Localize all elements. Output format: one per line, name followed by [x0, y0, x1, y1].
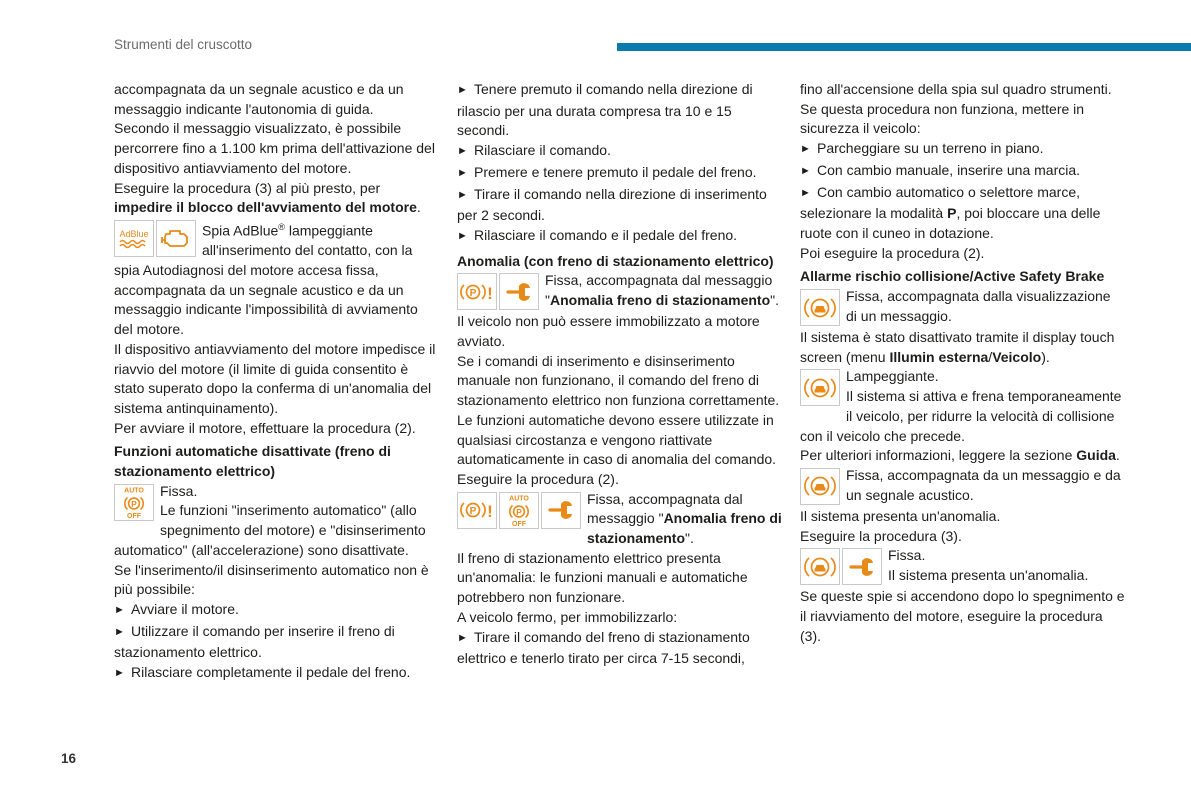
svg-text:P: P: [516, 506, 522, 517]
parking-brake-warning-icon: [457, 492, 497, 529]
bullet-item: ► Con cambio manuale, inserire una marcia.: [800, 161, 1125, 183]
bullet-item: ► Rilasciare il comando.: [457, 141, 782, 163]
collision-alert-icons: [800, 289, 840, 326]
section-heading: Funzioni automatiche disattivate (freno di stazionamento elettrico): [114, 443, 391, 480]
svg-text:P: P: [131, 499, 137, 510]
paragraph: Il sistema è stato disattivato tramite il display touch screen (menu Illumin esterna/Veicolo).: [800, 329, 1115, 365]
paragraph: Se i comandi di inserimento e disinserimento manuale non funzionano, il comando del freno di stazionamento elettrico non funziona correttamente.: [457, 352, 780, 409]
column-3: [800, 80, 1125, 646]
paragraph: Il freno di stazionamento elettrico presenta un'anomalia: le funzioni manuali e automatiche potrebbero non funzionare.: [457, 549, 748, 606]
paragraph: Per avviare il motore, effettuare la procedura (2).: [114, 419, 416, 436]
engine-diagnosis-icon: [156, 220, 196, 257]
paragraph: Se l'inserimento/il disinserimento automatico non è più possibile:: [114, 561, 429, 598]
parking-brake-fault-icons-2: [457, 492, 581, 529]
paragraph: Per ulteriori informazioni, leggere la sezione Guida.: [800, 447, 1120, 464]
paragraph: Fissa, accompagnata dal messaggio "Anomalia freno di stazionamento".: [587, 490, 782, 547]
adblue-icon-label: AdBlue: [119, 229, 149, 240]
auto-label: AUTO: [124, 487, 144, 495]
paragraph: Le funzioni "inserimento automatico" (allo spegnimento del motore) e "disinserimento automatico" (all'accelerazione) sono disattivate.: [114, 502, 426, 558]
column-1: [114, 80, 439, 685]
adblue-warning-icons: [114, 220, 196, 257]
bullet-item: ► Rilasciare completamente il pedale del freno.: [114, 663, 439, 685]
paragraph: Secondo il messaggio visualizzato, è possibile percorrere fino a 1.100 km prima dell'attivazione del dispositivo antiavviamento del motore.: [114, 120, 435, 176]
bullet-item: ► Utilizzare il comando per inserire il freno di stazionamento elettrico.: [114, 622, 439, 663]
collision-alert-icons-acoustic: [800, 468, 840, 505]
collision-warning-icon: [800, 468, 840, 505]
paragraph: Il veicolo non può essere immobilizzato a motore avviato.: [457, 313, 760, 350]
bullet-item: ► Rilasciare il comando e il pedale del freno.: [457, 226, 782, 248]
wrench-icon: [842, 548, 882, 585]
bullet-item: ► Parcheggiare su un terreno in piano.: [800, 139, 1125, 161]
parking-brake-auto-off-icon: [114, 484, 154, 521]
paragraph: Se queste spie si accendono dopo lo spegnimento e il riavviamento del motore, eseguire la procedura (3).: [800, 588, 1125, 644]
section-heading: Anomalia (con freno di stazionamento elettrico): [457, 252, 774, 269]
parking-brake-auto-off-icon: [499, 492, 539, 529]
svg-text:P: P: [469, 506, 477, 518]
paragraph: Eseguire la procedura (3).: [800, 527, 962, 544]
paragraph: Lampeggiante.: [846, 368, 939, 385]
bullet-item: ► Premere e tenere premuto il pedale del freno.: [457, 163, 782, 185]
paragraph: Eseguire la procedura (2).: [457, 470, 619, 487]
paragraph: Fissa, accompagnata dalla visualizzazione di un messaggio.: [846, 288, 1111, 324]
adblue-icon: [114, 220, 154, 257]
paragraph: Il sistema presenta un'anomalia.: [800, 507, 1001, 524]
paragraph: Fissa, accompagnata dal messaggio "Anomalia freno di stazionamento".: [545, 272, 779, 309]
paragraph: Il sistema si attiva e frena temporaneamente il veicolo, per ridurre la velocità di collisione con il veicolo che precede.: [800, 388, 1122, 444]
page-number: 16: [61, 751, 77, 766]
collision-warning-icon: [800, 548, 840, 585]
bullet-item: ► Tirare il comando nella direzione di inserimento per 2 secondi.: [457, 185, 782, 226]
paragraph: Le funzioni automatiche devono essere utilizzate in qualsiasi circostanza e vengono riattivate automaticamente in caso di anomalia del comando.: [457, 411, 777, 468]
off-label: OFF: [127, 513, 141, 520]
paragraph: fino all'accensione della spia sul quadro strumenti.: [800, 81, 1112, 97]
off-label: OFF: [512, 521, 526, 528]
collision-fault-icons: [800, 548, 882, 585]
paragraph: Eseguire la procedura (3) al più presto, per impedire il blocco dell'avviamento del motore.: [114, 179, 421, 216]
svg-text:!: !: [487, 502, 493, 522]
section-title: Strumenti del cruscotto: [114, 37, 253, 52]
auto-off-icons: [114, 484, 154, 521]
paragraph: Fissa.: [888, 547, 926, 564]
wrench-icon: [499, 273, 539, 310]
collision-warning-icon: [800, 289, 840, 326]
paragraph: Spia AdBlue® lampeggiante all'inserimento del contatto, con la spia Autodiagnosi del motore accesa fissa, accompagnata da un segnale acustico e da un messaggio indicante l'impossibilità di avviamento del motore.: [114, 221, 418, 338]
paragraph: Fissa, accompagnata da un messaggio e da un segnale acustico.: [846, 466, 1121, 503]
section-heading: Allarme rischio collisione/Active Safety Brake: [800, 268, 1105, 285]
paragraph: Fissa.: [160, 482, 198, 499]
collision-alert-icons-flashing: [800, 369, 840, 406]
wrench-icon: [541, 492, 581, 529]
paragraph: A veicolo fermo, per immobilizzarlo:: [457, 608, 678, 625]
column-2: [457, 80, 782, 669]
svg-text:P: P: [469, 287, 477, 299]
paragraph: Il sistema presenta un'anomalia.: [888, 567, 1089, 584]
header-accent-bar: [617, 43, 1191, 51]
parking-brake-warning-icon: [457, 273, 497, 310]
paragraph: Poi eseguire la procedura (2).: [800, 244, 985, 261]
bullet-item: ► Con cambio automatico o selettore marce, selezionare la modalità P, poi bloccare una delle ruote con il cuneo in dotazione.: [800, 183, 1125, 244]
paragraph: Il dispositivo antiavviamento del motore impedisce il riavvio del motore (il limite di guida consentito è stato superato dopo la conferma di un'anomalia del sistema antinquinamento).: [114, 340, 436, 416]
parking-brake-fault-icons: [457, 273, 539, 310]
auto-label: AUTO: [509, 495, 529, 503]
paragraph: accompagnata da un segnale acustico e da un messaggio indicante l'autonomia di guida.: [114, 81, 404, 117]
paragraph: Se questa procedura non funziona, mettere in sicurezza il veicolo:: [800, 100, 1085, 137]
bullet-item: ► Tirare il comando del freno di stazionamento elettrico e tenerlo tirato per circa 7-15 secondi,: [457, 628, 782, 669]
collision-warning-icon: [800, 369, 840, 406]
bullet-item: ► Tenere premuto il comando nella direzione di rilascio per una durata compresa tra 10 e 15 secondi.: [457, 80, 782, 141]
bullet-item: ► Avviare il motore.: [114, 600, 439, 622]
svg-text:!: !: [487, 283, 493, 303]
